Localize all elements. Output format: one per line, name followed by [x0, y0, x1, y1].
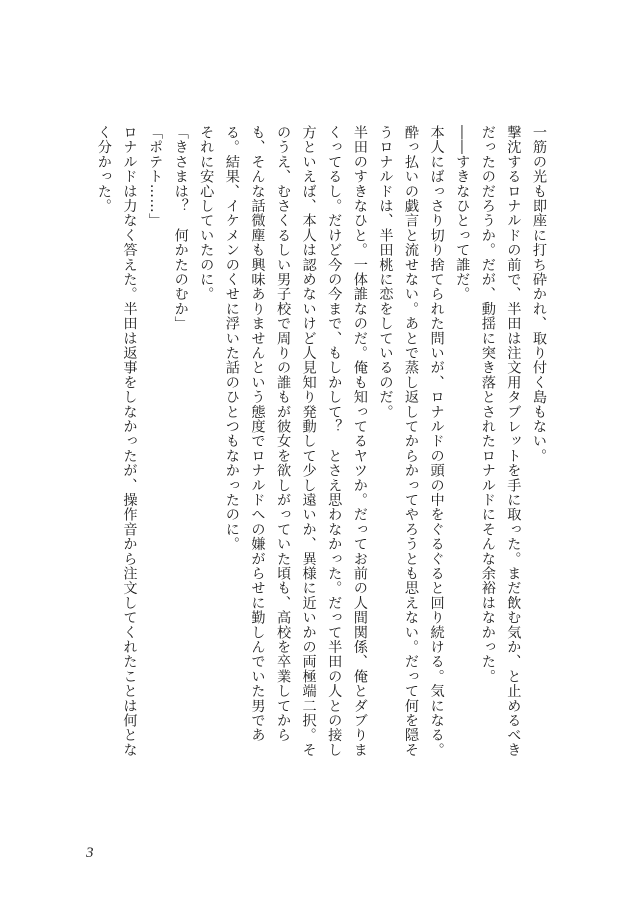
- paragraph-7: 「きさまは？ 何かたのむか」: [172, 125, 189, 331]
- paragraph-4: 本人にばっさり切り捨てられた問いが、ロナルドの頭の中をぐるぐると回り続ける。気になる。酔っ払いの戯言と流せない。あとで蒸し返してからかってやろうとも思えない。だって何を隠そうロナルドは、半田桃に恋をしているのだ。: [377, 125, 445, 758]
- paragraph-8: 「ポテト……」: [147, 125, 164, 228]
- paragraph-3: ――すきなひとって誰だ。: [454, 125, 471, 302]
- page-number: 3: [86, 845, 94, 861]
- paragraph-1: 一筋の光も即座に打ち砕かれ、取り付く島もない。: [531, 125, 547, 464]
- paragraph-9: ロナルドは力なく答えた。半田は返事をしなかったが、操作音から注文してくれたことは何となく分かった。: [95, 125, 138, 758]
- paragraph-6: それに安心していたのに。: [198, 125, 215, 302]
- paragraph-2: 撃沈するロナルドの前で、半田は注文用タブレットを手に取った。まだ飲む気か、と止めるべきだったのだろうか。だが、動揺に突き落とされたロナルドにそんな余裕はなかった。: [479, 125, 522, 758]
- paragraph-5: 半田のすきなひと。一体誰なのだ。俺も知ってるヤツか。だってお前の人間関係、俺とダブりまくってるし。だけど今の今まで、もしかして？ とさえ思わなかった。だって半田の人との接し方といえば、本人は認めないけど人見知り発動して少し遠いか、異様に近いかの両極端二択。そのうえ、むさくるしい男子校で周りの誰もが彼女を欲しがっていた頃も、高校を卒業してからも、そんな話微塵も興味ありませんという態度でロナルドへの嫌がらせに勤しんでいた男である。結果、イケメンのくせに浮いた話のひとつもなかったのに。: [223, 125, 368, 758]
- body-text: [95, 125, 551, 765]
